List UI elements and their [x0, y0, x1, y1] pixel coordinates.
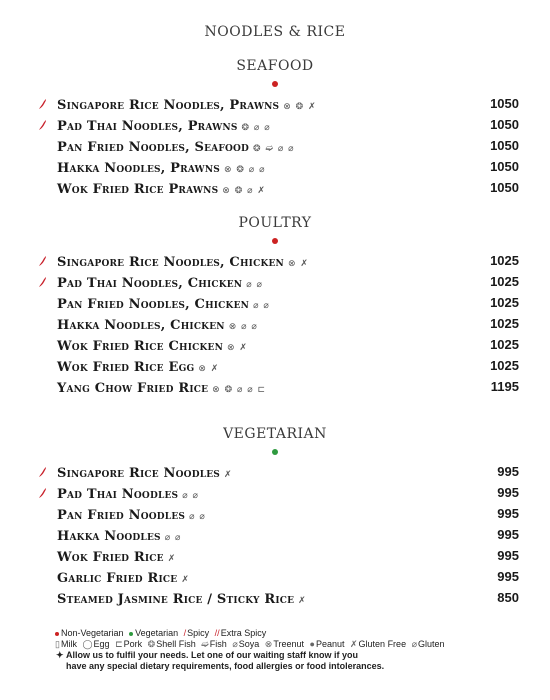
item-price: 1025 — [490, 274, 519, 289]
treenut-icon: ⊗ — [264, 639, 273, 649]
non-veg-dot — [272, 81, 278, 87]
item-price: 1050 — [490, 180, 519, 195]
legend-milk: Milk — [60, 639, 77, 649]
allergen-icons: ⌀ ⌀ — [164, 533, 182, 543]
non-veg-dot — [272, 238, 278, 244]
item-price: 1025 — [490, 316, 519, 331]
allergen-icons: ✗ — [298, 596, 307, 606]
allergen-icons: ⊗ ❂ ⌀ ✗ — [222, 186, 266, 196]
menu-item — [0, 177, 550, 198]
veg-dot — [129, 632, 133, 636]
menu-item — [0, 114, 550, 135]
allergen-icons: ✗ — [167, 554, 177, 564]
gluten-icon: ⌀ — [411, 639, 418, 649]
item-name: Pad Thai Noodles, Chicken — [57, 276, 243, 291]
item-name: Garlic Fried Rice — [57, 571, 178, 586]
peanut-icon: ● — [309, 639, 315, 649]
item-name: Hakka Noodles, Prawns — [57, 161, 220, 176]
milk-icon: ▯ — [55, 639, 60, 649]
section-vegetarian — [0, 425, 550, 608]
legend-pork: Pork — [123, 639, 143, 649]
menu-item — [0, 587, 550, 608]
allergen-icons: ❂ ➫ ⌀ ⌀ — [253, 144, 295, 154]
item-price: 1050 — [490, 159, 519, 174]
allergen-icons: ✗ — [181, 575, 190, 585]
legend-shell-fish: Shell Fish — [156, 639, 196, 649]
allergen-icons: ⌀ ⌀ — [189, 512, 206, 522]
item-name: Wok Fried Rice Chicken — [57, 339, 223, 354]
section-poultry — [0, 214, 550, 397]
gluten-free-icon: ✗ — [350, 639, 358, 649]
item-price: 1025 — [490, 295, 519, 310]
item-name: Wok Fried Rice Egg — [57, 360, 195, 375]
legend-veg: Vegetarian — [135, 628, 179, 638]
item-name: Singapore Rice Noodles, Chicken — [57, 255, 284, 270]
allergen-icons: ❂ ⌀ ⌀ — [241, 123, 271, 133]
allergen-icons: ⊗ ✗ — [198, 364, 220, 374]
legend-line-allergens — [55, 639, 525, 650]
legend-gluten-free: Gluten Free — [358, 639, 407, 649]
menu-item — [0, 545, 550, 566]
allergen-icons: ⊗ ❂ ⌀ ⌀ ⊏ — [212, 385, 267, 395]
item-price: 995 — [497, 569, 519, 584]
section-title: POULTRY — [238, 215, 312, 231]
legend-line-diet — [55, 628, 525, 639]
item-price: 1050 — [490, 96, 519, 111]
legend-spicy: Spicy — [187, 628, 210, 638]
menu-item — [0, 566, 550, 587]
item-list — [0, 250, 550, 397]
legend-peanut: Peanut — [315, 639, 345, 649]
legend-gluten: Gluten — [418, 639, 445, 649]
item-name: Steamed Jasmine Rice / Sticky Rice — [57, 592, 295, 607]
section-title: VEGETARIAN — [223, 426, 327, 442]
spicy-icon — [38, 487, 47, 499]
note-marker-icon: ✦ — [56, 650, 64, 660]
spicy-icon — [38, 119, 47, 131]
menu-item — [0, 313, 550, 334]
item-name: Pan Fried Noodles, Seafood — [57, 140, 250, 155]
item-name: Wok Fried Rice — [57, 550, 164, 565]
item-name: Yang Chow Fried Rice — [57, 381, 209, 396]
item-name: Singapore Rice Noodles — [57, 466, 220, 481]
legend-soya: Soya — [238, 639, 260, 649]
item-name: Wok Fried Rice Prawns — [57, 182, 219, 197]
menu-item — [0, 292, 550, 313]
legend — [55, 628, 525, 672]
pork-icon: ⊏ — [115, 639, 123, 649]
dietary-note — [55, 650, 525, 672]
item-price: 995 — [497, 548, 519, 563]
spicy-icon — [38, 98, 47, 110]
section-title: SEAFOOD — [236, 58, 314, 74]
section-seafood — [0, 57, 550, 198]
allergen-icons: ⊗ ✗ — [227, 343, 248, 353]
note-line-1: Allow us to fulfil your needs. Let one of our waiting staff know if you — [66, 650, 359, 660]
spicy-icon — [38, 255, 47, 267]
allergen-icons: ⌀ ⌀ — [253, 301, 270, 311]
item-price: 1025 — [490, 337, 519, 352]
legend-egg: Egg — [93, 639, 110, 649]
allergen-icons: ⊗ ❂ ⌀ ⌀ — [223, 165, 266, 175]
menu-item — [0, 271, 550, 292]
item-price: 995 — [497, 527, 519, 542]
menu-item — [0, 135, 550, 156]
menu-item — [0, 376, 550, 397]
allergen-icons: ⊗ ⌀ ⌀ — [228, 322, 258, 332]
item-price: 1050 — [490, 138, 519, 153]
item-price: 1025 — [490, 253, 519, 268]
item-list — [0, 461, 550, 608]
item-price: 995 — [497, 506, 519, 521]
note-line-2: have any special dietary requirements, food allergies or food intolerances. — [66, 661, 385, 671]
item-name: Singapore Rice Noodles, Prawns — [57, 98, 280, 113]
egg-icon: ◯ — [82, 639, 93, 649]
veg-dot — [272, 449, 278, 455]
soya-icon: ⌀ — [232, 639, 238, 649]
allergen-icons: ⊗ ❂ ✗ — [283, 102, 317, 112]
allergen-icons: ⌀ ⌀ — [246, 280, 263, 290]
item-name: Pan Fried Noodles — [57, 508, 186, 523]
item-name: Pan Fried Noodles, Chicken — [57, 297, 250, 312]
item-price: 1195 — [490, 379, 519, 394]
legend-non-veg: Non-Vegetarian — [61, 628, 124, 638]
item-name: Pad Thai Noodles — [57, 487, 179, 502]
item-name: Hakka Noodles — [57, 529, 161, 544]
item-name: Hakka Noodles, Chicken — [57, 318, 225, 333]
spicy-icon: / — [183, 628, 187, 638]
menu-item — [0, 250, 550, 271]
menu-item — [0, 93, 550, 114]
menu-item — [0, 503, 550, 524]
item-price: 995 — [497, 464, 519, 479]
item-price: 850 — [497, 590, 519, 605]
item-price: 995 — [497, 485, 519, 500]
menu-item — [0, 334, 550, 355]
menu-item — [0, 156, 550, 177]
extra-spicy-icon: // — [214, 628, 220, 638]
page-title: NOODLES & RICE — [204, 24, 346, 40]
allergen-icons: ⊗ ✗ — [287, 259, 309, 269]
menu-item — [0, 355, 550, 376]
spicy-icon — [38, 466, 47, 478]
menu-item — [0, 524, 550, 545]
item-price: 1050 — [490, 117, 519, 132]
menu-item — [0, 461, 550, 482]
shell-fish-icon: ❂ — [147, 639, 156, 649]
menu-item — [0, 482, 550, 503]
spicy-icon — [38, 276, 47, 288]
allergen-icons: ✗ — [223, 470, 233, 480]
item-list — [0, 93, 550, 198]
legend-treenut: Treenut — [273, 639, 304, 649]
legend-fish: Fish — [209, 639, 227, 649]
item-price: 1025 — [490, 358, 519, 373]
legend-extra-spicy: Extra Spicy — [220, 628, 267, 638]
item-name: Pad Thai Noodles, Prawns — [57, 119, 238, 134]
fish-icon: ➫ — [201, 639, 209, 649]
non-veg-dot — [55, 632, 59, 636]
allergen-icons: ⌀ ⌀ — [182, 491, 199, 501]
